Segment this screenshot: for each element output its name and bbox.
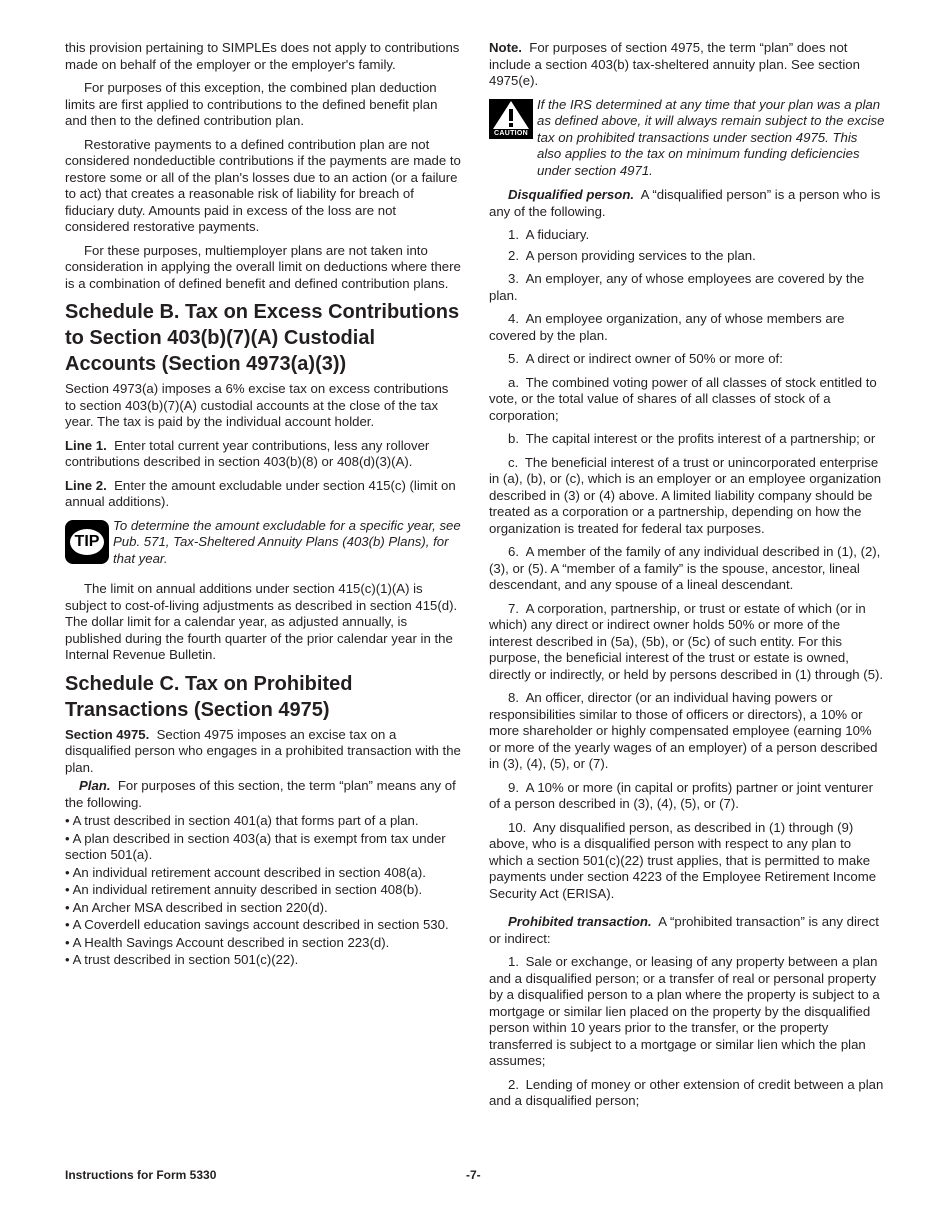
- note-label: Note.: [489, 40, 522, 55]
- plan-text: For purposes of this section, the term “plan” means any of the following.: [65, 778, 456, 810]
- tip-callout: [65, 518, 461, 568]
- list-item: • An Archer MSA described in section 220(d).: [65, 899, 328, 915]
- paragraph: this provision pertaining to SIMPLEs does not apply to contributions made on behalf of the employer or the employer's family.: [65, 40, 460, 72]
- tip-icon: [65, 518, 113, 568]
- section-4975-paragraph: [65, 727, 461, 777]
- caution-icon: [489, 97, 537, 180]
- list-item: • A Health Savings Account described in section 223(d).: [65, 934, 390, 950]
- list-item: • A trust described in section 501(c)(22).: [65, 952, 299, 967]
- list-item: 5. A direct or indirect owner of 50% or more of:: [508, 351, 783, 366]
- list-item: c. The beneficial interest of a trust or unincorporated enterprise in (a), (b), or (c), which is an employer or an employee organization described in (3) or (4) above. A limited liability company should be treated as a corporation or a partnership, depending on how the organization is treated for federal tax purposes.: [489, 454, 882, 536]
- list-item: 9. A 10% or more (in capital or profits) partner or joint venturer of a person described in (3), (4), (5), or (7).: [489, 779, 874, 811]
- paragraph: Restorative payments to a defined contribution plan are not considered nondeductible contributions if the payments are made to restore some or all of the plan's losses due to an action (or a failure to act) that creates a reasonable risk of liability for breach of fiduciary duty. Amounts paid in excess of the loss are not considered restorative payments.: [65, 136, 461, 234]
- prohibited-transaction-label: Prohibited transaction.: [508, 914, 652, 929]
- tip-text: To determine the amount excludable for a specific year, see Pub. 571, Tax-Sheltered Annuity Plans (403(b) Plans), for that year.: [113, 517, 461, 566]
- section-4975-label: Section 4975.: [65, 726, 150, 742]
- list-item: 7. A corporation, partnership, or trust or estate of which (or in which) any direct or indirect owner holds 50% or more of the interest described in (5a), (5b), or (5c) of such entity. For this purpose, the beneficial interest of the trust or estate is owned, directly or indirectly, or held by persons described in (1) through (5).: [489, 600, 884, 682]
- list-item: b. The capital interest or the profits interest of a partnership; or: [508, 431, 876, 446]
- line-2-instruction: [65, 478, 461, 511]
- plan-label: Plan.: [79, 778, 111, 793]
- right-column: [489, 40, 885, 1117]
- line-1-text: Enter total current year contributions, less any rollover contributions described in section 403(b)(8) or 408(d)(3)(A).: [65, 437, 430, 469]
- footer-form-name: Instructions for Form 5330: [65, 1168, 217, 1182]
- note-text: For purposes of section 4975, the term “plan” does not include a section 403(b) tax-sheltered annuity plan. See section 4975(e).: [489, 40, 860, 88]
- list-item: • A trust described in section 401(a) that forms part of a plan.: [65, 813, 419, 828]
- paragraph: For these purposes, multiemployer plans are not taken into consideration in applying the overall limit on deductions where there is a combination of defined benefit and defined contribution plans.: [65, 242, 461, 291]
- list-item: 4. An employee organization, any of whose members are covered by the plan.: [489, 311, 845, 343]
- list-item: • A plan described in section 403(a) that is exempt from tax under section 501(a).: [65, 830, 446, 862]
- caution-callout: [489, 97, 885, 180]
- caution-icon-label: CAUTION: [494, 129, 528, 137]
- note-paragraph: [489, 40, 885, 90]
- disqualified-person-paragraph: [489, 187, 885, 220]
- list-item: 10. Any disqualified person, as described in (1) through (9) above, who is a disqualified person with respect to any plan to which a section 501(c)(22) trust applies, that is permitted to make payments under section 4223 of the Employee Retirement Income Security Act (ERISA).: [489, 819, 877, 901]
- list-item: 1. Sale or exchange, or leasing of any property between a plan and a disqualified person; or a transfer of real or personal property by a disqualified person to a plan where the property is subject to a mortgage or similar lien placed on the property by the disqualified person within 10 years prior to the transfer, or the property transferred is subject to a mortgage or similar lien which the plan assumes;: [489, 954, 880, 1068]
- list-item: 6. A member of the family of any individual described in (1), (2), (3), or (5). A “member of a family” is the spouse, ancestor, lineal descendant, and any spouse of a lineal descendant.: [489, 544, 881, 592]
- paragraph: For purposes of this exception, the combined plan deduction limits are first applied to contributions to the defined benefit plan and then to the defined contribution plan.: [65, 80, 438, 128]
- paragraph: Section 4973(a) imposes a 6% excise tax on excess contributions to section 403(b)(7)(A) custodial accounts at the close of the tax year. The tax is paid by the individual account holder.: [65, 381, 449, 429]
- schedule-b-heading: Schedule B. Tax on Excess Contributions to Section 403(b)(7)(A) Custodial Accounts (Section 4973(a)(3)): [65, 301, 460, 375]
- schedule-c-heading: Schedule C. Tax on Prohibited Transactions (Section 4975): [65, 672, 353, 721]
- plan-paragraph: [65, 778, 461, 811]
- list-item: • A Coverdell education savings account described in section 530.: [65, 917, 449, 932]
- list-item: • An individual retirement account described in section 408(a).: [65, 864, 426, 880]
- line-1-label: Line 1.: [65, 437, 107, 453]
- section-4975-text: Section 4975 imposes an excise tax on a disqualified person who engages in a prohibited transaction with the plan.: [65, 726, 461, 775]
- plan-bullet-list: [65, 813, 461, 969]
- left-column: [65, 40, 461, 970]
- list-item: 2. Lending of money or other extension of credit between a plan and a disqualified person;: [489, 1076, 884, 1108]
- line-2-text: Enter the amount excludable under section 415(c) (limit on annual additions).: [65, 477, 456, 509]
- list-item: a. The combined voting power of all classes of stock entitled to vote, or the total value of shares of all classes of stock of a corporation;: [489, 374, 877, 423]
- list-item: 8. An officer, director (or an individual having powers or responsibilities similar to those of officers or directors), a 10% or more shareholder or highly compensated employee (earning 10% or more of the yearly wages of an employer) of a person described in (3), (4), (5), or (7).: [489, 690, 878, 771]
- line-2-label: Line 2.: [65, 477, 107, 493]
- list-item: 1. A fiduciary.: [508, 227, 590, 242]
- list-item: 3. An employer, any of whose employees are covered by the plan.: [489, 271, 865, 303]
- list-item: • An individual retirement annuity described in section 408(b).: [65, 882, 423, 897]
- paragraph: The limit on annual additions under section 415(c)(1)(A) is subject to cost-of-living adjustments as described in section 415(d). The dollar limit for a calendar year, as adjusted annually, is published during the fourth quarter of the prior calendar year in the Internal Revenue Bulletin.: [65, 581, 458, 662]
- page-number: -7-: [466, 1168, 481, 1182]
- prohibited-transaction-text: A “prohibited transaction” is any direct or indirect:: [489, 914, 879, 946]
- disqualified-person-text: A “disqualified person” is a person who is any of the following.: [489, 187, 881, 219]
- caution-text: If the IRS determined at any time that your plan was a plan as defined above, it will always remain subject to the excise tax on prohibited transactions under section 4975. This also applies to the tax on minimum funding deficiencies under section 4971.: [537, 96, 885, 178]
- list-item: 2. A person providing services to the plan.: [508, 247, 756, 263]
- prohibited-transaction-paragraph: [489, 914, 885, 947]
- line-1-instruction: [65, 438, 461, 471]
- tip-icon-label: TIP: [70, 529, 104, 555]
- disqualified-person-label: Disqualified person.: [508, 187, 635, 202]
